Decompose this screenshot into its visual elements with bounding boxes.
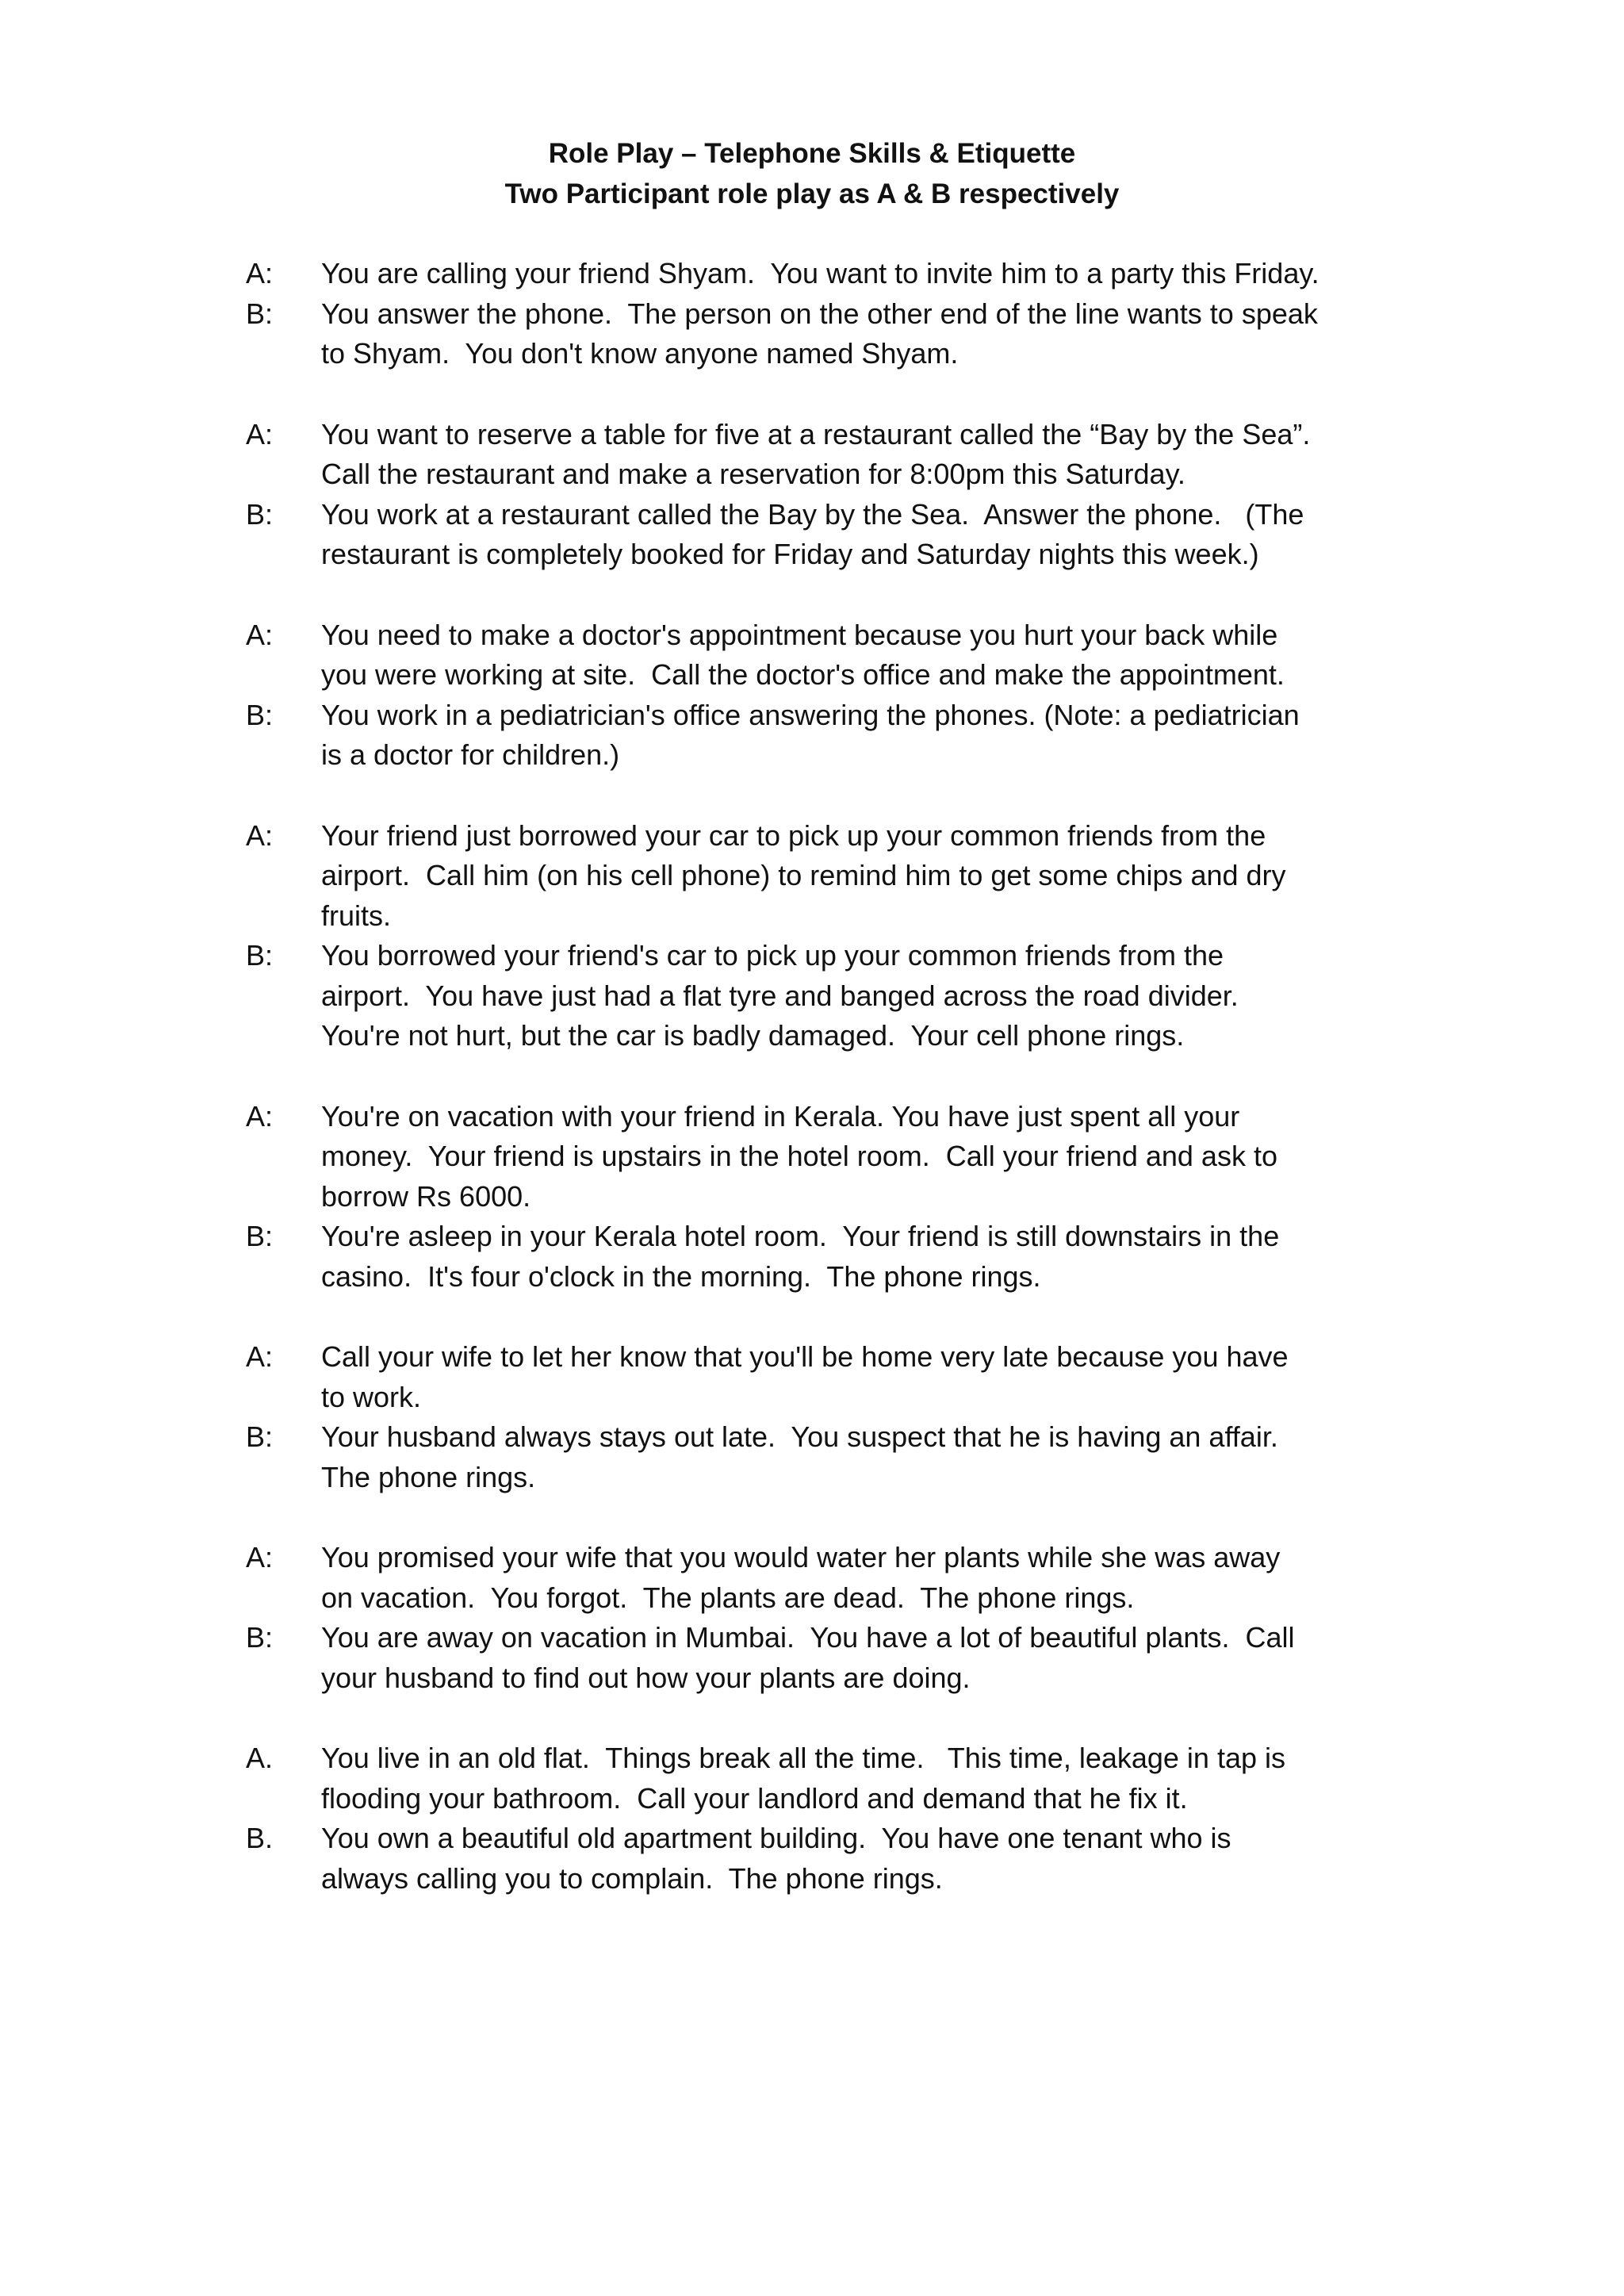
role-description-line: You are calling your friend Shyam. You want to invite him to a party this Friday. [321,257,1320,289]
role-play-scenario [246,1738,1419,1899]
document-title: Role Play – Telephone Skills & Etiquette [548,138,1076,169]
role-label: A: [246,1541,274,1573]
role-description-line: You own a beautiful old apartment building. You have one tenant who is [321,1822,1231,1854]
role-description [321,1417,1419,1497]
role-play-scenario [246,1538,1419,1698]
role-description-line: flooding your bathroom. Call your landlord and demand that he fix it. [321,1781,1188,1815]
role-description-line: to work. [321,1380,422,1413]
role-entry [246,1217,1419,1297]
document-subtitle: Two Participant role play as A & B respectively [504,178,1120,209]
role-label: B: [246,1420,274,1453]
role-description-line: Call the restaurant and make a reservation for 8:00pm this Saturday. [321,458,1185,490]
role-entry [246,1819,1419,1899]
role-label: A: [246,618,274,651]
role-description [321,936,1419,1056]
role-label: B: [246,297,274,330]
role-description [321,1618,1419,1698]
role-description [321,1819,1419,1899]
role-label: A: [246,818,274,852]
role-description-line: borrow Rs 6000. [321,1179,531,1213]
role-description [321,1538,1419,1618]
role-entry [246,254,1419,294]
role-description-line: money. Your friend is upstairs in the hotel room. Call your friend and ask to [321,1140,1277,1172]
role-description-line: The phone rings. [321,1460,536,1493]
role-play-scenario [246,816,1419,1056]
role-description-line: You answer the phone. The person on the other end of the line wants to speak [321,297,1318,330]
role-description [321,1738,1419,1819]
role-entry [246,1417,1419,1497]
role-description-line: Call your wife to let her know that you'll be home very late because you have [321,1340,1289,1373]
role-label: A: [246,1340,274,1373]
role-label: A: [246,417,274,450]
role-entry [246,1538,1419,1618]
role-description-line: You work at a restaurant called the Bay by the Sea. Answer the phone. (The [321,497,1304,531]
role-description-line: restaurant is completely booked for Friday and Saturday nights this week.) [321,538,1259,570]
role-label: B. [246,1822,274,1854]
role-description-line: You promised your wife that you would water her plants while she was away [321,1541,1281,1573]
role-entry [246,1337,1419,1417]
role-description-line: always calling you to complain. The phone rings. [321,1861,943,1895]
role-label: B: [246,1621,274,1654]
role-description-line: You want to reserve a table for five at a restaurant called the “Bay by the Sea”. [321,417,1311,450]
role-description [321,696,1419,776]
role-entry [246,1618,1419,1698]
role-description-line: You live in an old flat. Things break all the time. This time, leakage in tap is [321,1742,1286,1774]
role-description [321,495,1419,575]
role-entry [246,1097,1419,1217]
role-play-scenario [246,415,1419,575]
role-play-scenario [246,254,1419,374]
role-entry [246,495,1419,575]
role-label: B: [246,698,274,731]
role-entry [246,696,1419,776]
role-description-line: is a doctor for children.) [321,738,620,771]
role-description-line: Your husband always stays out late. You suspect that he is having an affair. [321,1420,1278,1453]
role-description [321,294,1419,374]
role-description-line: You're asleep in your Kerala hotel room. Your friend is still downstairs in the [321,1220,1280,1252]
role-entry [246,294,1419,374]
role-description [321,615,1419,696]
role-entry [246,615,1419,696]
role-description [321,816,1419,937]
role-play-scenario [246,1337,1419,1497]
role-description-line: airport. You have just had a flat tyre and banged across the road divider. [321,979,1239,1012]
role-description [321,254,1419,294]
role-label: B: [246,939,274,972]
role-description [321,1217,1419,1297]
role-description-line: You borrowed your friend's car to pick up your common friends from the [321,939,1224,972]
role-play-scenario [246,1097,1419,1297]
role-label: A: [246,1099,274,1133]
role-description-line: fruits. [321,899,392,932]
role-entry [246,1738,1419,1819]
role-entry [246,415,1419,495]
document-header [0,133,1624,214]
role-entry [246,936,1419,1056]
role-entry [246,816,1419,937]
role-description-line: You are away on vacation in Mumbai. You have a lot of beautiful plants. Call [321,1621,1295,1654]
role-description-line: You need to make a doctor's appointment because you hurt your back while [321,618,1278,651]
role-description-line: your husband to find out how your plants are doing. [321,1661,971,1694]
role-description-line: on vacation. You forgot. The plants are dead. The phone rings. [321,1581,1135,1614]
role-description-line: Your friend just borrowed your car to pick up your common friends from the [321,818,1266,852]
role-description-line: you were working at site. Call the doctor's office and make the appointment. [321,658,1285,691]
role-description [321,1097,1419,1217]
role-description-line: airport. Call him (on his cell phone) to remind him to get some chips and dry [321,859,1286,891]
role-label: A: [246,257,274,289]
role-description-line: to Shyam. You don't know anyone named Shyam. [321,337,959,370]
role-description-line: You work in a pediatrician's office answering the phones. (Note: a pediatrician [321,698,1300,731]
role-label: A. [246,1742,274,1774]
role-description-line: You're on vacation with your friend in Kerala. You have just spent all your [321,1099,1240,1133]
role-description [321,1337,1419,1417]
role-play-list [246,254,1419,1939]
role-description [321,415,1419,495]
role-description-line: You're not hurt, but the car is badly damaged. Your cell phone rings. [321,1019,1185,1052]
role-play-scenario [246,615,1419,776]
role-description-line: casino. It's four o'clock in the morning. The phone rings. [321,1259,1041,1293]
role-label: B: [246,1220,274,1252]
role-label: B: [246,497,274,531]
